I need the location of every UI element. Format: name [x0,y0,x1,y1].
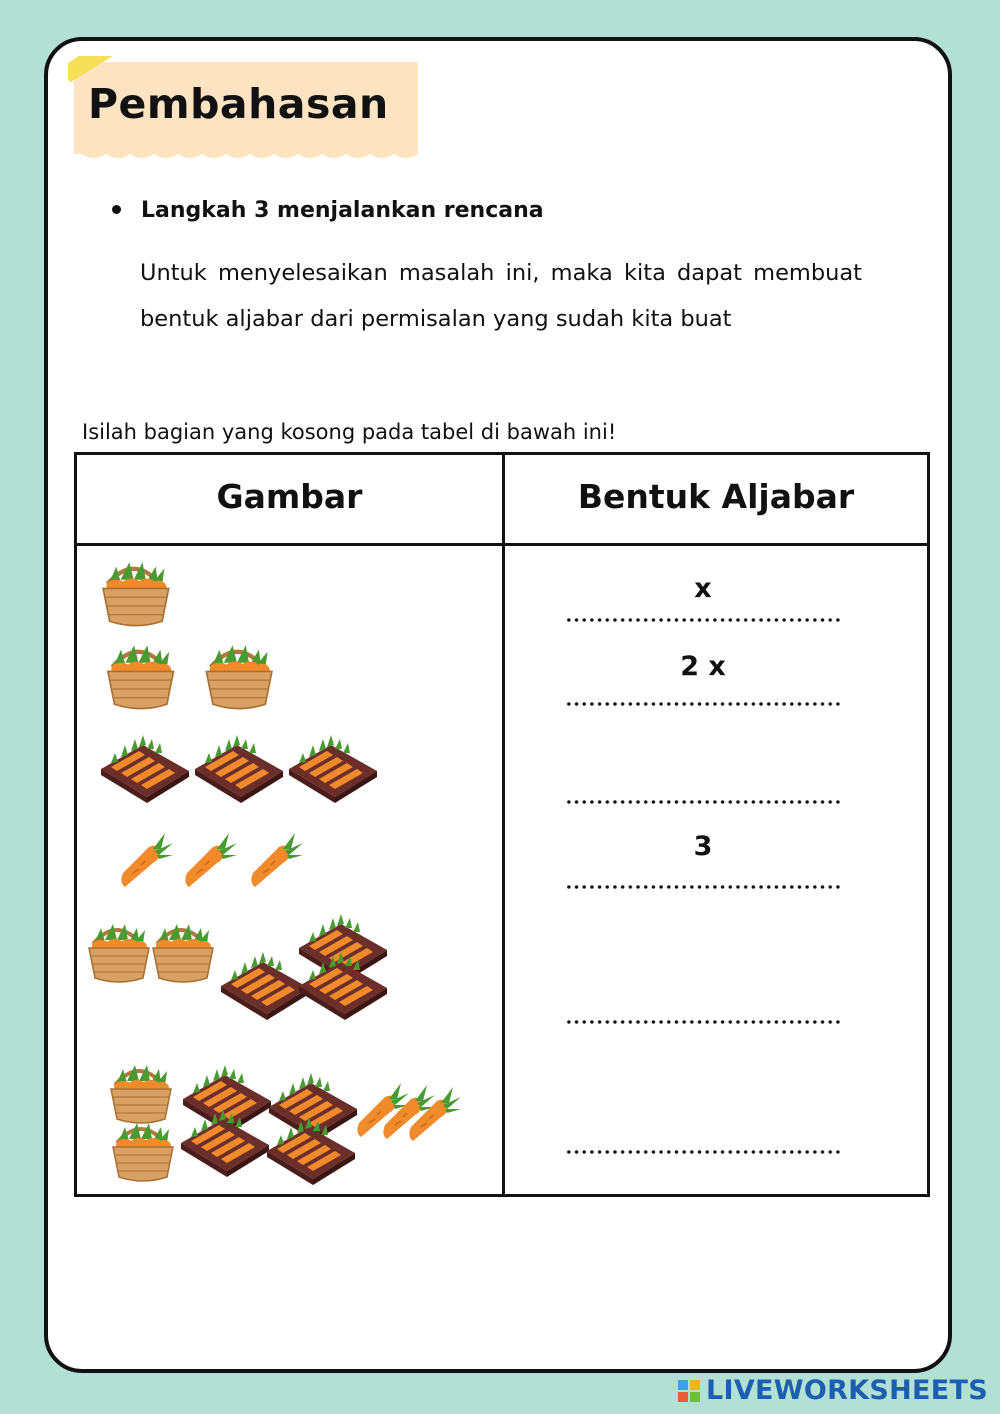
page-title: Pembahasan [88,80,389,128]
column-divider [502,455,505,1194]
answer-line-row-3 [565,799,841,805]
step-heading-text: Langkah 3 menjalankan rencana [141,198,544,223]
instruction-text: Isilah bagian yang kosong pada tabel di bawah ini! [82,420,617,444]
answer-line-row-1 [565,617,841,623]
step-paragraph: Untuk menyelesaikan masalah ini, maka kita dapat membuat bentuk aljabar dari permisalan yang sudah kita buat [140,260,862,332]
answer-line-row-2 [565,701,841,707]
step-heading [112,198,544,223]
answer-row-1[interactable]: x [694,573,712,604]
picture-row-6 [107,1063,467,1188]
picture-row-4 [115,827,315,895]
answer-row-4[interactable]: 3 [693,831,713,862]
picture-row-5 [85,910,395,1025]
header-bentuk-aljabar: Bentuk Aljabar [577,477,855,516]
header-gambar: Gambar [216,477,363,516]
bullet-icon [112,205,121,214]
liveworksheets-logo-icon [678,1380,700,1402]
answer-table [74,452,930,1197]
watermark-text: LIVEWORKSHEETS [705,1375,988,1406]
answer-line-row-6 [565,1149,841,1155]
picture-row-2 [101,643,281,713]
answer-line-row-4 [565,884,841,890]
picture-row-3 [99,733,384,811]
answer-line-row-5 [565,1019,841,1025]
answer-row-2[interactable]: 2 x [680,651,726,682]
liveworksheets-watermark [678,1375,988,1406]
header-divider [77,543,927,546]
picture-row-1 [97,560,177,630]
